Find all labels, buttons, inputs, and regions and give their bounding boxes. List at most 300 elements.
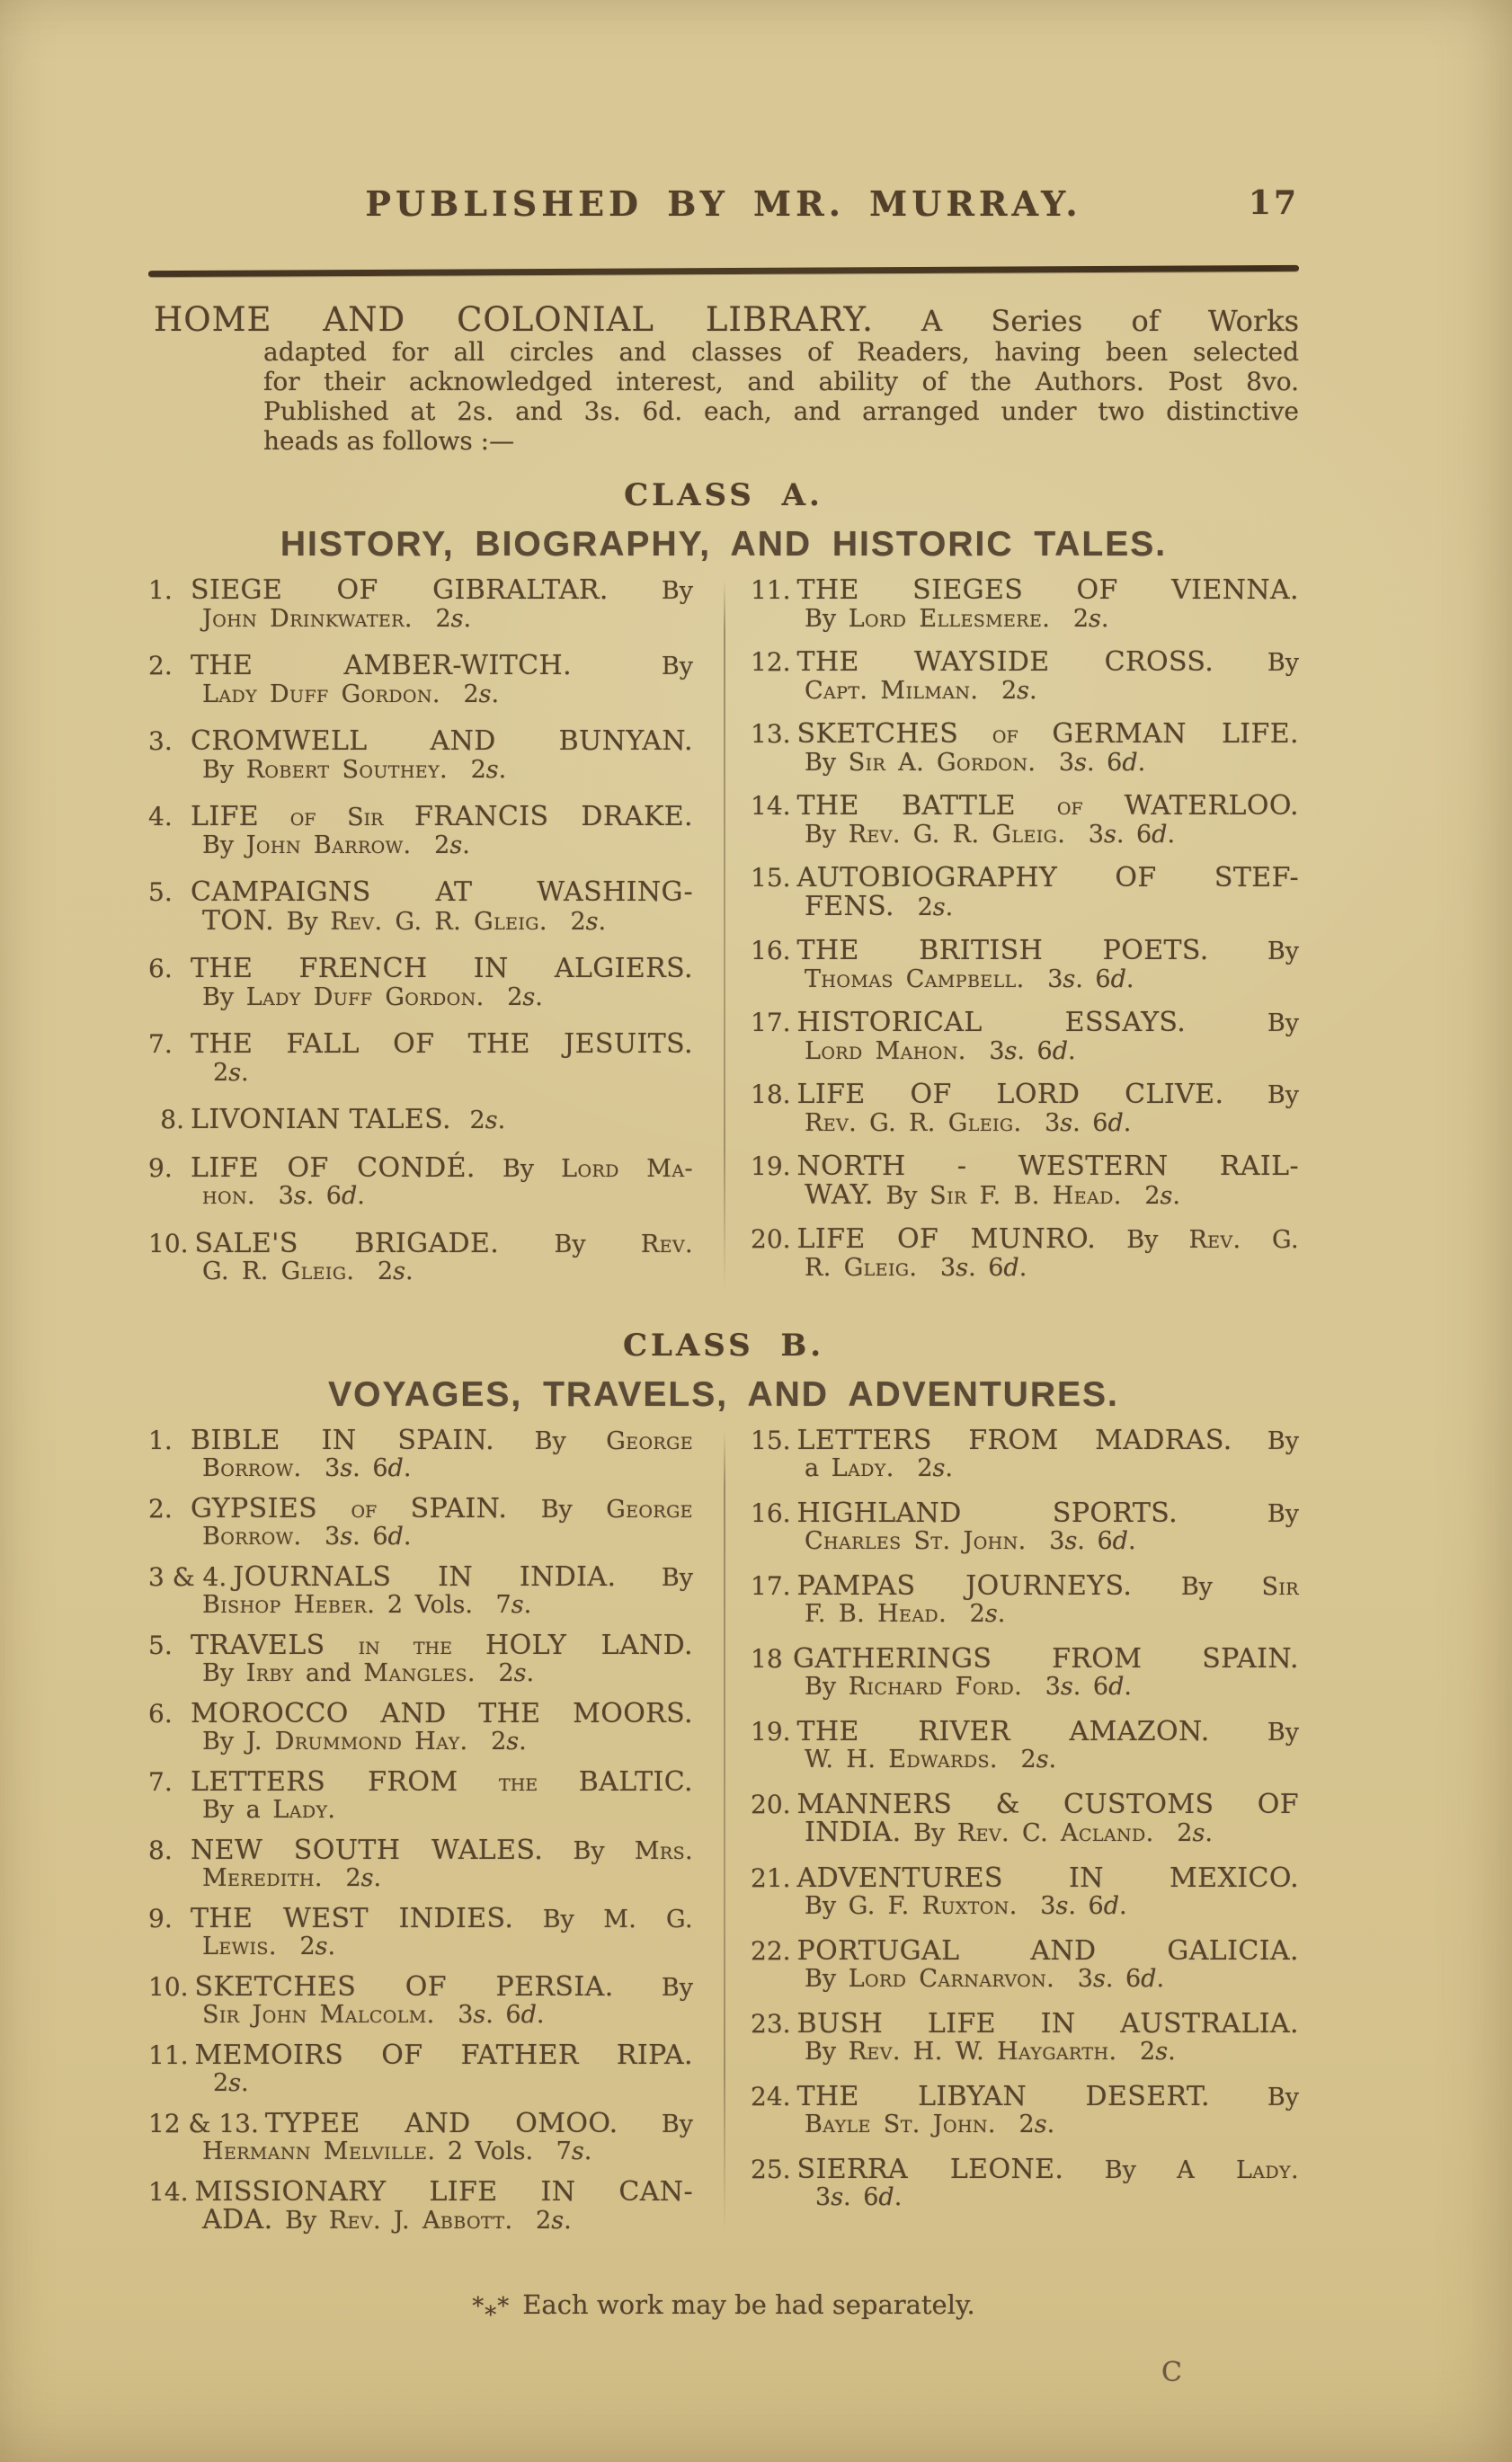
book-title: HOLY LAND.: [485, 1629, 693, 1661]
text-segment: By: [540, 1495, 573, 1524]
item-number: 6.: [148, 1698, 173, 1729]
book-title: PORTUGAL AND GALICIA.: [796, 1934, 1299, 1967]
list-item: [148, 1028, 693, 1087]
item-number: 24.: [751, 2081, 791, 2111]
item-line: [751, 1862, 1299, 1894]
item-line: [751, 1153, 1299, 1182]
item-line: [751, 2184, 1299, 2212]
text-segment: Charles St. John.: [805, 1527, 1027, 1555]
list-item: [751, 2080, 1299, 2139]
item-number: 21.: [751, 1862, 791, 1893]
text-segment: By: [805, 2038, 837, 2066]
item-line: [751, 1255, 1299, 1283]
text-segment: By: [661, 2110, 693, 2138]
item-line: [148, 650, 693, 681]
list-item: [148, 650, 693, 708]
text-segment: Thomas Campbell.: [805, 964, 1025, 993]
item-number: 16.: [751, 936, 791, 965]
text-segment: By: [661, 1563, 693, 1592]
item-line: [751, 1223, 1299, 1255]
list-item: [751, 1497, 1299, 1556]
item-line: [751, 1178, 1299, 1211]
item-line: [148, 1028, 693, 1060]
list-item: [751, 574, 1299, 633]
item-line: [751, 1038, 1299, 1066]
item-line: [751, 1601, 1299, 1629]
text-segment: J. Drummond Hay.: [245, 1728, 468, 1755]
book-title: ADA.: [202, 2204, 273, 2235]
item-number: 20.: [751, 1789, 791, 1819]
book-title: LETTERS FROM MADRAS.: [796, 1424, 1232, 1456]
price: 3s. 6d.: [1088, 820, 1176, 849]
running-header: [148, 183, 1299, 224]
item-number: 7.: [148, 1029, 173, 1059]
text-segment: the: [499, 1768, 538, 1797]
item-line: [148, 574, 693, 606]
item-line: [751, 2007, 1299, 2040]
price: 3s. 6d.: [1077, 1965, 1165, 1993]
item-number: 11.: [148, 2040, 189, 2070]
text-segment: hon.: [202, 1182, 255, 1210]
book-title: LIFE: [191, 801, 260, 832]
item-number: 3 & 4.: [148, 1561, 227, 1592]
price: 2s.: [435, 604, 472, 633]
item-line: [148, 2039, 693, 2071]
list-item: [751, 718, 1299, 777]
list-item: [751, 2007, 1299, 2066]
list-item: [148, 725, 693, 784]
text-segment: Sir: [1261, 1572, 1299, 1601]
item-line: [148, 1560, 693, 1593]
book-title: BIBLE IN SPAIN.: [191, 1424, 495, 1456]
text-segment: By: [202, 755, 235, 784]
text-segment: By: [286, 907, 318, 936]
list-item: [148, 1765, 693, 1825]
item-number: 25.: [751, 2154, 791, 2184]
item-line: [148, 1629, 693, 1661]
text-segment: By: [285, 2207, 317, 2235]
list-item: [751, 935, 1299, 993]
book-title: BUSH LIFE IN AUSTRALIA.: [796, 2007, 1299, 2040]
price: 3s. 6d.: [1040, 1892, 1127, 1920]
price: 2s.: [1140, 2038, 1176, 2066]
item-line: [751, 1966, 1299, 1994]
item-line: [148, 1765, 693, 1798]
list-item: [148, 1697, 693, 1756]
item-number: 7.: [148, 1766, 173, 1797]
asterisk-glyph: *: [485, 2301, 498, 2329]
item-line: [751, 966, 1299, 994]
text-segment: Lady Duff Gordon.: [245, 982, 485, 1011]
footer-note-line: [148, 2289, 1299, 2329]
text-segment: Lord Ellesmere.: [848, 604, 1051, 633]
item-line: [751, 1934, 1299, 1967]
item-number: 11.: [751, 575, 791, 605]
price: 2s.: [1177, 1819, 1213, 1847]
list-item: [148, 1151, 693, 1211]
text-segment: 2 Vols.: [447, 2138, 534, 2165]
item-line: [148, 1729, 693, 1756]
text-segment: Rev. G. R. Gleig.: [848, 820, 1066, 849]
item-line: [148, 1258, 693, 1286]
item-line: [148, 1104, 693, 1135]
book-title: THE BRITISH POETS.: [796, 935, 1209, 966]
text-segment: Lewis.: [202, 1933, 277, 1960]
item-number: 10.: [148, 1971, 189, 2002]
text-segment: By: [805, 1673, 837, 1701]
item-number: 3.: [148, 726, 173, 756]
class-b-column-right: [724, 1424, 1299, 2248]
text-segment: Lord Carnarvon.: [848, 1965, 1055, 1993]
text-segment: A Lady.: [1177, 2155, 1299, 2184]
book-title: THE LIBYAN DESERT.: [796, 2080, 1210, 2112]
price: 2s.: [507, 982, 543, 1011]
price: 3s. 6d.: [1058, 748, 1146, 777]
price: 2s.: [570, 907, 607, 936]
text-segment: By: [885, 1181, 918, 1210]
series-subtitle: A Series of Works: [921, 304, 1300, 338]
list-item: [751, 1009, 1299, 1065]
text-segment: Borrow.: [202, 1454, 302, 1482]
item-number: 19.: [751, 1716, 791, 1747]
text-segment: R. Gleig.: [805, 1253, 918, 1282]
item-line: [751, 1424, 1299, 1456]
list-item: [751, 1424, 1299, 1483]
price: 3s. 6d.: [1047, 964, 1134, 993]
item-line: [751, 1893, 1299, 1921]
text-segment: Meredith.: [202, 1864, 323, 1892]
item-line: [751, 2080, 1299, 2112]
list-item: [148, 1560, 693, 1620]
book-title: LIFE OF MUNRO.: [796, 1223, 1097, 1255]
text-segment: By: [805, 1965, 837, 1993]
text-segment: of: [351, 1495, 378, 1524]
text-segment: Bayle St. John.: [805, 2111, 996, 2138]
item-line: [148, 1834, 693, 1866]
text-segment: Sir A. Gordon.: [848, 748, 1036, 777]
price: 2s.: [434, 831, 470, 859]
text-segment: By: [1267, 1009, 1299, 1037]
item-number: 9.: [148, 1903, 173, 1933]
item-number: 5.: [148, 1630, 173, 1660]
book-title: LIFE OF LORD CLIVE.: [796, 1079, 1224, 1110]
text-segment: By: [1267, 1081, 1300, 1109]
text-segment: of: [1056, 793, 1083, 821]
intro-line: adapted for all circles and classes of Readers, having been selected: [263, 337, 1299, 367]
text-segment: Rev. H. W. Haygarth.: [848, 2038, 1117, 2066]
price: 3s. 6d.: [815, 2183, 903, 2211]
book-title: MANNERS & CUSTOMS OF: [796, 1788, 1299, 1820]
item-number: 15.: [751, 1425, 791, 1455]
book-title: TON.: [202, 904, 275, 937]
item-line: [751, 1569, 1299, 1602]
text-segment: Borrow.: [202, 1523, 302, 1551]
item-number: 19.: [751, 1151, 791, 1181]
item-number: 23.: [751, 2008, 791, 2039]
text-segment: By: [1267, 2083, 1299, 2111]
item-line: [751, 1788, 1299, 1820]
item-line: [148, 2175, 693, 2208]
text-segment: John Drinkwater.: [202, 604, 413, 633]
list-item: [751, 1642, 1299, 1702]
book-title: JOURNALS IN INDIA.: [233, 1560, 617, 1593]
item-number: 14.: [148, 2176, 189, 2207]
price: 2s.: [470, 755, 507, 784]
page-number: 17: [1248, 184, 1299, 222]
intro-lead-line: [148, 300, 1300, 339]
item-number: 10.: [148, 1228, 189, 1258]
book-title: AUTOBIOGRAPHY OF STEF-: [796, 862, 1299, 893]
text-segment: By: [805, 820, 837, 849]
intro-line: Published at 2s. and 3s. 6d. each, and arranged under two distinctive: [263, 396, 1299, 426]
book-title: MEMOIRS OF FATHER RIPA.: [194, 2039, 693, 2071]
text-segment: By: [805, 748, 837, 777]
class-a-column-right: [724, 574, 1300, 1306]
book-title: HISTORICAL ESSAYS.: [796, 1007, 1187, 1038]
item-number: 18: [751, 1643, 783, 1674]
intro-line: heads as follows :—: [263, 426, 515, 456]
text-segment: John Barrow.: [245, 831, 412, 859]
list-item: [751, 2153, 1299, 2212]
intro-paragraph: [148, 300, 1300, 456]
item-line: [751, 718, 1299, 750]
item-line: [751, 1009, 1299, 1038]
item-line: [751, 2153, 1299, 2185]
price: 3s. 6d.: [458, 2001, 545, 2029]
list-item: [148, 2107, 693, 2166]
item-line: [148, 2107, 693, 2139]
item-line: [148, 757, 693, 785]
text-segment: By: [1267, 1718, 1299, 1747]
text-segment: By: [805, 1892, 837, 1920]
item-line: [751, 1747, 1299, 1774]
text-segment: By: [1267, 649, 1299, 677]
text-segment: By: [805, 604, 837, 633]
item-number: 6.: [148, 954, 173, 983]
price: 7s.: [495, 1591, 532, 1619]
series-title: HOME AND COLONIAL LIBRARY.: [154, 300, 874, 339]
price: 3s. 6d.: [989, 1036, 1076, 1065]
book-title: THE WAYSIDE CROSS.: [796, 646, 1214, 678]
text-segment: Hermann Melville.: [202, 2138, 436, 2165]
item-number: 16.: [751, 1498, 791, 1528]
item-line: [751, 1081, 1299, 1110]
text-segment: Lord Ma-: [561, 1154, 693, 1183]
text-segment: G. R. Gleig.: [202, 1258, 355, 1285]
item-line: [148, 1660, 693, 1688]
price: 2s.: [498, 1659, 535, 1687]
list-item: [751, 1715, 1299, 1774]
item-line: [148, 1865, 693, 1893]
text-segment: G. F. Ruxton.: [848, 1892, 1018, 1920]
list-item: [148, 1492, 693, 1551]
book-title: SALE'S BRIGADE.: [194, 1227, 500, 1259]
text-segment: By: [502, 1154, 535, 1183]
text-segment: By: [1180, 1572, 1213, 1601]
item-line: [148, 1970, 693, 2003]
text-segment: By: [542, 1905, 574, 1933]
price: 3s. 6d.: [1049, 1527, 1136, 1555]
text-segment: George: [606, 1427, 693, 1455]
text-segment: Lady Duff Gordon.: [202, 680, 440, 708]
text-segment: Rev. J. Abbott.: [328, 2207, 513, 2235]
item-line: [148, 955, 693, 984]
class-b-subject-heading: VOYAGES, TRAVELS, AND ADVENTURES.: [328, 1374, 1119, 1414]
text-segment: By: [661, 653, 693, 680]
list-item: [751, 646, 1299, 705]
section-class-a: [148, 477, 1299, 1306]
item-line: [148, 1455, 693, 1483]
class-b-column-left: [148, 1424, 724, 2248]
item-number: 15.: [751, 863, 791, 893]
item-line: [148, 681, 693, 709]
item-line: [148, 1797, 693, 1825]
item-line: [148, 1592, 693, 1620]
item-line: [148, 1060, 693, 1088]
item-number: 8.: [160, 1105, 184, 1134]
book-title: CAMPAIGNS AT WASHING-: [191, 876, 693, 908]
book-title: TRAVELS: [191, 1629, 325, 1661]
text-segment: W. H. Edwards.: [805, 1746, 998, 1773]
price: 2s.: [213, 1058, 249, 1087]
book-title: ADVENTURES IN MEXICO.: [796, 1862, 1299, 1894]
item-number: 17.: [751, 1570, 791, 1601]
book-title: WAY.: [805, 1178, 874, 1211]
text-segment: By: [1267, 1499, 1299, 1528]
item-number: 17.: [751, 1008, 791, 1037]
item-number: 14.: [751, 791, 791, 821]
class-a-subject-heading: HISTORY, BIOGRAPHY, AND HISTORIC TALES.: [280, 525, 1168, 564]
class-a-heading: CLASS A.: [624, 477, 823, 513]
item-number: 1.: [148, 575, 173, 605]
price: 2s.: [345, 1864, 382, 1892]
text-segment: By: [1267, 938, 1299, 965]
book-title: THE FRENCH IN ALGIERS.: [191, 953, 693, 984]
list-item: [148, 2039, 693, 2098]
text-segment: By: [534, 1427, 566, 1455]
item-line: [751, 1110, 1299, 1138]
book-title: SIERRA LEONE.: [796, 2153, 1064, 2185]
item-line: [148, 1183, 693, 1211]
class-a-columns: [148, 574, 1300, 1306]
item-line: [751, 935, 1299, 966]
text-segment: Rev. G. R. Gleig.: [330, 907, 547, 936]
text-segment: Mrs.: [634, 1836, 693, 1865]
item-number: 5.: [148, 877, 173, 907]
book-title: THE AMBER-WITCH.: [191, 650, 573, 681]
item-line: [148, 1492, 693, 1524]
book-title: GYPSIES: [191, 1492, 318, 1524]
item-line: [751, 1642, 1299, 1675]
text-segment: By: [1126, 1226, 1159, 1254]
price: 3s. 6d.: [278, 1182, 365, 1210]
item-number: 2.: [148, 651, 173, 680]
list-item: [148, 1629, 693, 1688]
item-line: [751, 1455, 1299, 1483]
list-item: [751, 1223, 1299, 1282]
text-segment: By: [202, 831, 235, 859]
price: 2s.: [469, 1107, 506, 1134]
text-segment: By: [661, 1973, 693, 2002]
item-line: [751, 1528, 1299, 1556]
item-line: [148, 904, 693, 937]
item-number: 4.: [148, 802, 173, 831]
text-segment: of Sir: [289, 804, 384, 831]
book-title: GERMAN LIFE.: [1052, 718, 1299, 750]
text-segment: By a: [202, 1796, 261, 1824]
text-segment: By: [1267, 1427, 1299, 1455]
text-segment: Lady.: [831, 1454, 894, 1482]
book-title: LIFE OF CONDÉ.: [191, 1151, 476, 1184]
text-segment: in the: [358, 1631, 452, 1660]
asterisk-glyph: *: [472, 2292, 485, 2320]
book-title: HIGHLAND SPORTS.: [796, 1497, 1178, 1529]
item-line: [148, 2002, 693, 2030]
item-line: [751, 890, 1299, 922]
item-line: [148, 801, 693, 832]
item-line: [148, 876, 693, 908]
text-segment: Sir F. B. Head.: [929, 1181, 1122, 1210]
list-item: [148, 1902, 693, 1961]
class-b-heading: CLASS B.: [622, 1327, 825, 1364]
list-item: [751, 1788, 1299, 1848]
item-line: [148, 832, 693, 860]
item-line: [751, 574, 1299, 606]
book-title: CROMWELL AND BUNYAN.: [191, 725, 693, 757]
section-class-b: [148, 1328, 1299, 2248]
item-line: [751, 606, 1299, 634]
book-title: SKETCHES: [796, 718, 959, 750]
book-title: NORTH - WESTERN RAIL-: [796, 1151, 1299, 1182]
text-segment: By: [554, 1230, 586, 1258]
book-title: THE WEST INDIES.: [191, 1902, 514, 1934]
price: 3s. 6d.: [1045, 1108, 1132, 1137]
list-item: [751, 1862, 1299, 1921]
item-number: 20.: [751, 1224, 791, 1254]
text-segment: Rev. G.: [1188, 1226, 1299, 1254]
text-segment: Robert Southey.: [245, 755, 448, 784]
price: 3s. 6d.: [940, 1253, 1027, 1282]
text-segment: F. B. Head.: [805, 1600, 947, 1628]
list-item: [751, 1153, 1299, 1210]
price: 2s.: [917, 1454, 953, 1482]
item-number: 12 & 13.: [148, 2108, 259, 2138]
item-line: [751, 1715, 1299, 1747]
text-segment: a: [805, 1454, 820, 1482]
text-segment: Lady.: [272, 1796, 336, 1824]
item-line: [148, 725, 693, 757]
book-title: THE FALL OF THE JESUITS.: [191, 1028, 693, 1060]
price: 2s.: [969, 1600, 1006, 1628]
price: 2s.: [299, 1933, 336, 1960]
item-line: [751, 2039, 1299, 2066]
list-item: [148, 574, 693, 633]
price: 2s.: [1020, 1746, 1057, 1773]
book-title: FENS.: [805, 890, 894, 922]
book-title: GATHERINGS FROM SPAIN.: [793, 1642, 1299, 1675]
book-title: NEW SOUTH WALES.: [191, 1834, 544, 1866]
item-number: 12.: [751, 647, 791, 677]
item-line: [751, 1819, 1299, 1848]
book-title: LIVONIAN TALES.: [191, 1104, 451, 1135]
text-segment: By: [913, 1819, 946, 1847]
text-segment: Rev. C. Acland.: [956, 1819, 1154, 1847]
list-item: [751, 1934, 1299, 1994]
price: 2s.: [1001, 676, 1037, 705]
list-item: [148, 876, 693, 937]
item-line: [751, 678, 1299, 706]
text-segment: Rev.: [640, 1230, 693, 1258]
